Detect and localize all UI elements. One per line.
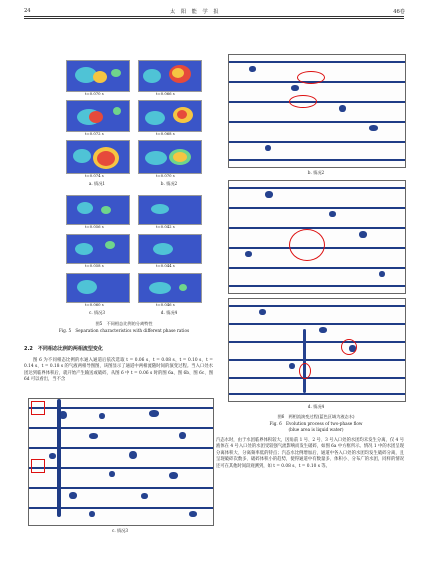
annotation-circle: [341, 339, 357, 355]
fig5-time: t=0.070 s: [156, 173, 175, 178]
page-number: 24: [24, 8, 31, 14]
fig6-sublabel-d: d. 情况4: [307, 404, 325, 409]
fig5-panel: [138, 100, 202, 132]
fig5-panel: [66, 100, 130, 132]
fig5-time: t=0.074 s: [85, 173, 104, 178]
volume-label: 46卷: [393, 9, 405, 15]
fig5-caption-cn: 图5 不同相态比例的分离特性: [95, 321, 153, 326]
fig6-caption-en: (blue area is liquid water): [288, 427, 344, 432]
fig5-panel: [138, 140, 202, 174]
fig5-panel: [66, 273, 130, 303]
fig5-time: t=0.066 s: [156, 91, 175, 96]
fig5-panel: [66, 140, 130, 174]
fig5-sublabel: b. 情况2: [160, 181, 178, 186]
annotation-circle: [289, 229, 325, 261]
annotation-box: [31, 401, 45, 415]
fig6-sublabel-c: c. 情况3: [111, 528, 129, 533]
fig5-sublabel: a. 情况1: [88, 181, 106, 186]
fig5-time: t=0.044 s: [156, 263, 175, 268]
fig6a-panel: [228, 180, 406, 294]
annotation-circle: [299, 363, 311, 379]
fig6c-panel: [28, 398, 214, 526]
annotation-circle: [297, 71, 325, 84]
fig5-panel: [138, 60, 202, 92]
fig5-time: t=0.060 s: [85, 302, 104, 307]
fig5-sublabel: c. 情况3: [88, 310, 106, 315]
fig5-panel: [138, 273, 202, 303]
journal-title: 太 阳 能 学 报: [170, 9, 221, 15]
section-paragraph: 图 6 为不同相态比例的水通入通道后依次选取 t = 0.06 s、t = 0.08 s、t = 0.10 s、t = 0.14 s、t = 0.18 s 的气液两相导图图，该图显示了通道中两相流随时间的演变过程。当入口处水团达到临界体积后，就开始产生输送或破碎，从图 6 中 t = 0.06 s 时的图 6a、图 6b、图 6c、图 6d 可以看出，当不含: [24, 358, 213, 383]
fig5-panel: [66, 195, 130, 225]
fig5-panel: [138, 195, 202, 225]
fig6d-panel: [228, 298, 406, 402]
fig5-panel: [66, 234, 130, 264]
fig6-sublabel-b: b. 情况2: [307, 170, 325, 175]
header-rule: [24, 16, 404, 17]
fig5-time: t=0.070 s: [85, 91, 104, 96]
fig6-caption-en: Fig. 6 Evolution process of two-phase flow: [269, 421, 363, 426]
fig5-time: t=0.042 s: [156, 224, 175, 229]
fig6-caption-cn: 图6 两相流演变过程(蓝色区域为液态水): [277, 414, 355, 419]
section-heading: 2.2 不同相态比例的两相流型变化: [24, 346, 103, 352]
fig5-panel: [66, 60, 130, 92]
annotation-box: [31, 459, 45, 473]
fig5-time: t=0.072 s: [85, 131, 104, 136]
fig5-time: t=0.046 s: [156, 302, 175, 307]
right-column-paragraph: 汽态水时，由于水团临界体积较大，因角前 1 号、2 号、3 号入口处的水团均未发生分离，仅 4 号液体在 4 号入口处的水团受较强气流影响而发生破碎，如图 6a 中方框所示。情况 1 中的水团呈现分离体积大、分离频率低的特点；汽态水比例增加后，通道中各入口处的水团均发生破碎分离，且呈现破碎次数多、破碎体积小的趋势，使得通道中有数量多、体积小、分布广的水团，同样的情况还可在其他时间段观测到，如 t = 0.08 s、t = 0.10 s 等。: [216, 438, 404, 469]
fig5-caption-en: Fig. 5 Separation characteristics with different phase ratios: [58, 328, 190, 333]
fig5-panel: [138, 234, 202, 264]
header-rule-thin: [24, 18, 404, 19]
fig5-time: t=0.058 s: [85, 263, 104, 268]
annotation-circle: [289, 95, 317, 108]
fig6b-panel: [228, 54, 406, 168]
fig5-time: t=0.056 s: [85, 224, 104, 229]
fig5-time: t=0.068 s: [156, 131, 175, 136]
fig5-sublabel: d. 情况4: [160, 310, 178, 315]
